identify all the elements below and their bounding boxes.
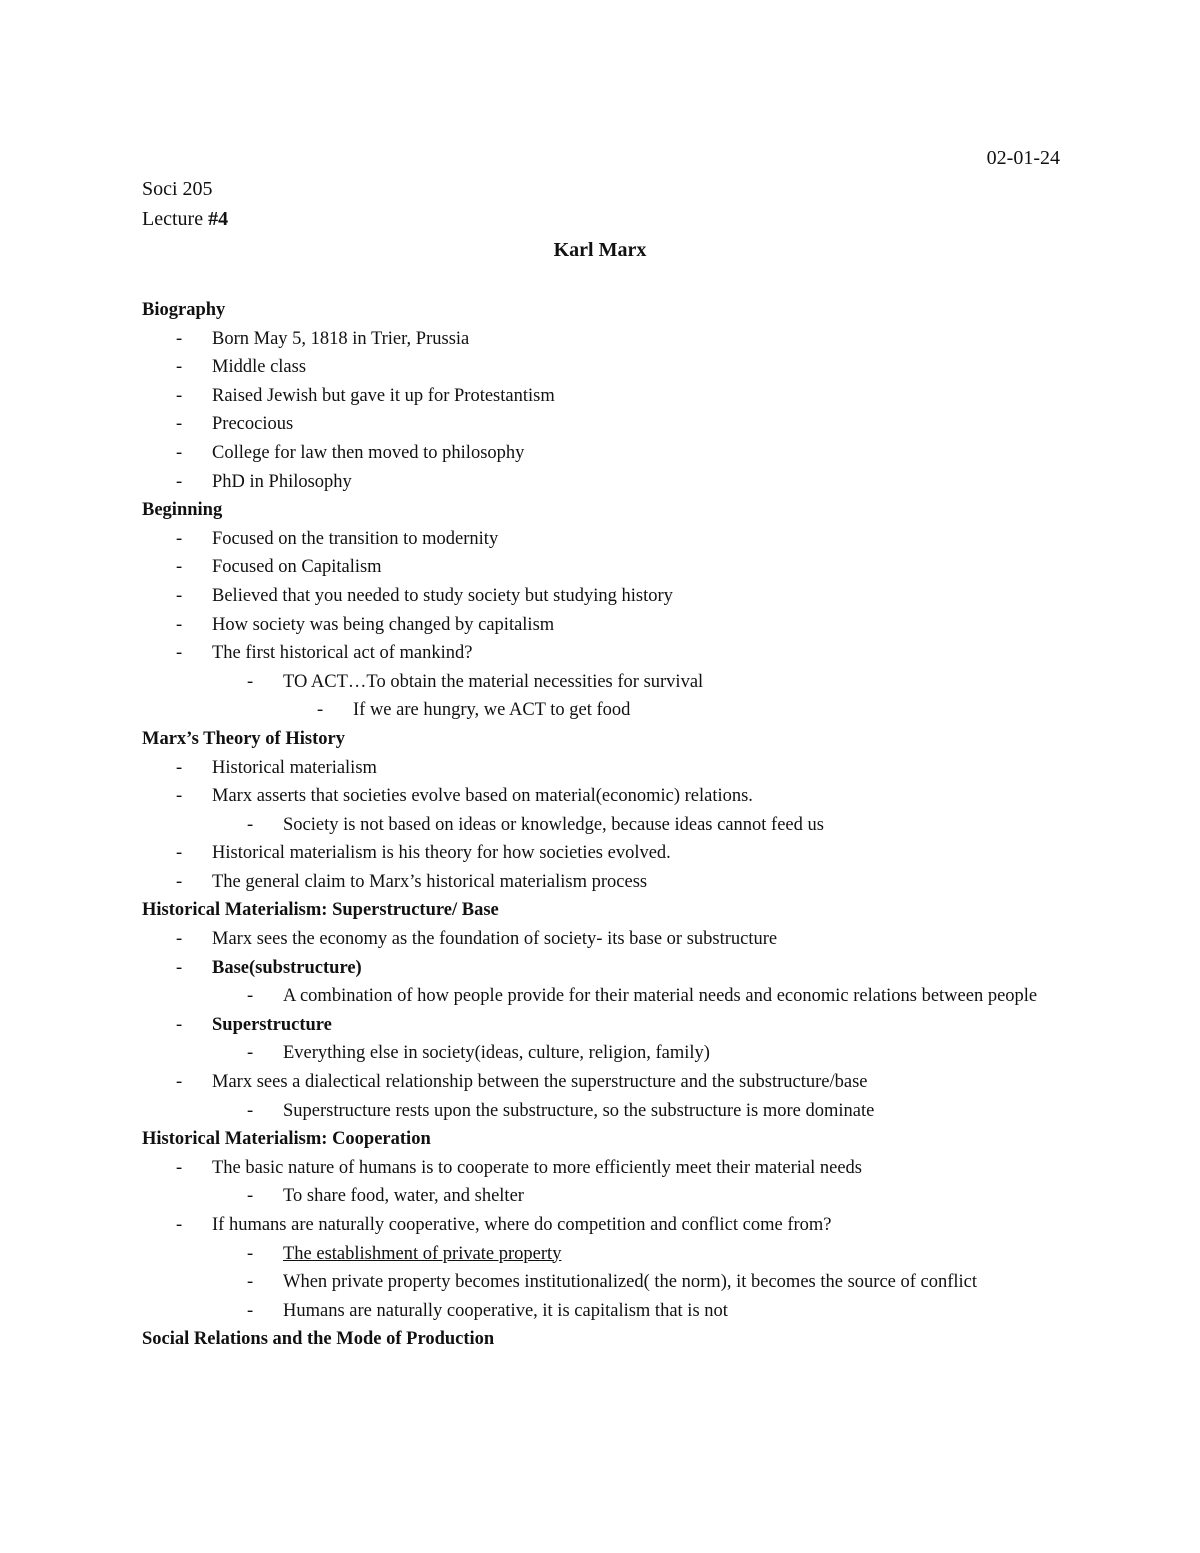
dash-bullet-icon: - [247,1100,254,1121]
section-heading: Biography [142,300,226,320]
bullet-text: The establishment of private property [283,1243,562,1264]
bullet-text: When private property becomes institutionalized( the norm), it becomes the source of conflict [283,1272,978,1293]
bullet-text: Base(substructure) [212,957,362,978]
bullet-item [142,668,1062,697]
bullet-text: If we are hungry, we ACT to get food [353,700,631,721]
bullet-item [142,1068,1062,1097]
dash-bullet-icon: - [247,986,254,1007]
bullet-item [142,925,1062,954]
bullet-text: The basic nature of humans is to cooperate to more efficiently meet their material needs [212,1157,862,1178]
bullet-item [142,325,1062,354]
bullet-item [142,639,1062,668]
dash-bullet-icon: - [247,1243,254,1264]
dash-bullet-icon: - [176,871,183,892]
bullet-text: The general claim to Marx’s historical materialism process [212,871,648,892]
dash-bullet-icon: - [176,643,183,664]
bullet-text: PhD in Philosophy [212,471,352,492]
notes-body [142,296,1062,1354]
lecture-number: #4 [208,208,229,230]
dash-bullet-icon: - [176,414,183,435]
bullet-text: Believed that you needed to study society but studying history [212,585,673,606]
bullet-item [142,468,1062,497]
bullet-item [142,1211,1062,1240]
bullet-item [142,1297,1062,1326]
dash-bullet-icon: - [176,614,183,635]
lecture-prefix: Lecture [142,208,209,230]
dash-bullet-icon: - [176,557,183,578]
bullet-item [142,525,1062,554]
bullet-text: Born May 5, 1818 in Trier, Prussia [212,328,470,349]
dash-bullet-icon: - [176,843,183,864]
bullet-item [142,1268,1062,1297]
bullet-item [142,1240,1062,1269]
dash-bullet-icon: - [176,1072,183,1093]
dash-bullet-icon: - [176,328,183,349]
document-title: Karl Marx [553,239,647,261]
bullet-item [142,410,1062,439]
bullet-text: Precocious [212,414,294,435]
bullet-text: Raised Jewish but gave it up for Protestantism [212,385,555,406]
dash-bullet-icon: - [176,528,183,549]
section-heading: Beginning [142,500,223,521]
bullet-text: Historical materialism is his theory for how societies evolved. [212,843,671,864]
bullet-text: If humans are naturally cooperative, where do competition and conflict come from? [212,1215,832,1235]
bullet-item [142,782,1062,811]
bullet-item [142,954,1062,983]
dash-bullet-icon: - [247,814,254,835]
bullet-item [142,582,1062,611]
bullet-item [142,868,1062,897]
dash-bullet-icon: - [317,700,324,721]
section-heading: Social Relations and the Mode of Production [142,1329,495,1350]
lecture-label [142,204,228,234]
bullet-item [142,1039,1062,1068]
dash-bullet-icon: - [176,1215,183,1235]
bullet-item [142,382,1062,411]
bullet-text: College for law then moved to philosophy [212,442,525,463]
bullet-item [142,696,1062,725]
dash-bullet-icon: - [176,957,183,978]
dash-bullet-icon: - [247,1300,254,1321]
bullet-item [142,611,1062,640]
dash-bullet-icon: - [247,1186,254,1207]
lecture-date: 02-01-24 [986,147,1060,169]
dash-bullet-icon: - [176,1014,183,1035]
bullet-text: Superstructure [212,1014,332,1035]
dash-bullet-icon: - [176,385,183,406]
section-heading: Historical Materialism: Superstructure/ Base [142,900,499,921]
bullet-text: Society is not based on ideas or knowledge, because ideas cannot feed us [283,814,824,835]
dash-bullet-icon: - [176,585,183,606]
bullet-text: Marx asserts that societies evolve based on material(economic) relations. [212,786,753,807]
dash-bullet-icon: - [176,786,183,807]
bullet-item [142,553,1062,582]
bullet-item [142,839,1062,868]
bullet-text: To share food, water, and shelter [283,1186,524,1207]
bullet-text: TO ACT…To obtain the material necessities for survival [283,671,704,692]
bullet-text: Focused on Capitalism [212,557,382,578]
bullet-text: How society was being changed by capitalism [212,614,555,635]
bullet-item [142,439,1062,468]
dash-bullet-icon: - [176,357,183,378]
dash-bullet-icon: - [176,1157,183,1178]
bullet-item [142,754,1062,783]
dash-bullet-icon: - [176,757,183,778]
bullet-text: The first historical act of mankind? [212,643,473,664]
bullet-item [142,1097,1062,1126]
bullet-text: Middle class [212,357,307,378]
bullet-item [142,982,1062,1011]
dash-bullet-icon: - [247,671,254,692]
dash-bullet-icon: - [247,1272,254,1293]
dash-bullet-icon: - [176,929,183,950]
dash-bullet-icon: - [176,442,183,463]
dash-bullet-icon: - [176,471,183,492]
bullet-text: Superstructure rests upon the substructure, so the substructure is more dominate [283,1100,875,1121]
bullet-item [142,811,1062,840]
bullet-item [142,1182,1062,1211]
bullet-text: A combination of how people provide for their material needs and economic relations between people [283,986,1038,1007]
bullet-item [142,1011,1062,1040]
bullet-item [142,1154,1062,1183]
bullet-text: Focused on the transition to modernity [212,528,499,549]
bullet-text: Marx sees the economy as the foundation of society- its base or substructure [212,929,778,950]
bullet-text: Humans are naturally cooperative, it is capitalism that is not [283,1300,728,1321]
bullet-text: Marx sees a dialectical relationship between the superstructure and the substructure/base [212,1072,868,1093]
section-heading: Historical Materialism: Cooperation [142,1129,431,1150]
bullet-text: Historical materialism [212,757,377,778]
bullet-text: Everything else in society(ideas, culture, religion, family) [283,1043,710,1064]
bullet-item [142,353,1062,382]
course-code: Soci 205 [142,178,213,200]
dash-bullet-icon: - [247,1043,254,1064]
section-heading: Marx’s Theory of History [142,728,345,749]
